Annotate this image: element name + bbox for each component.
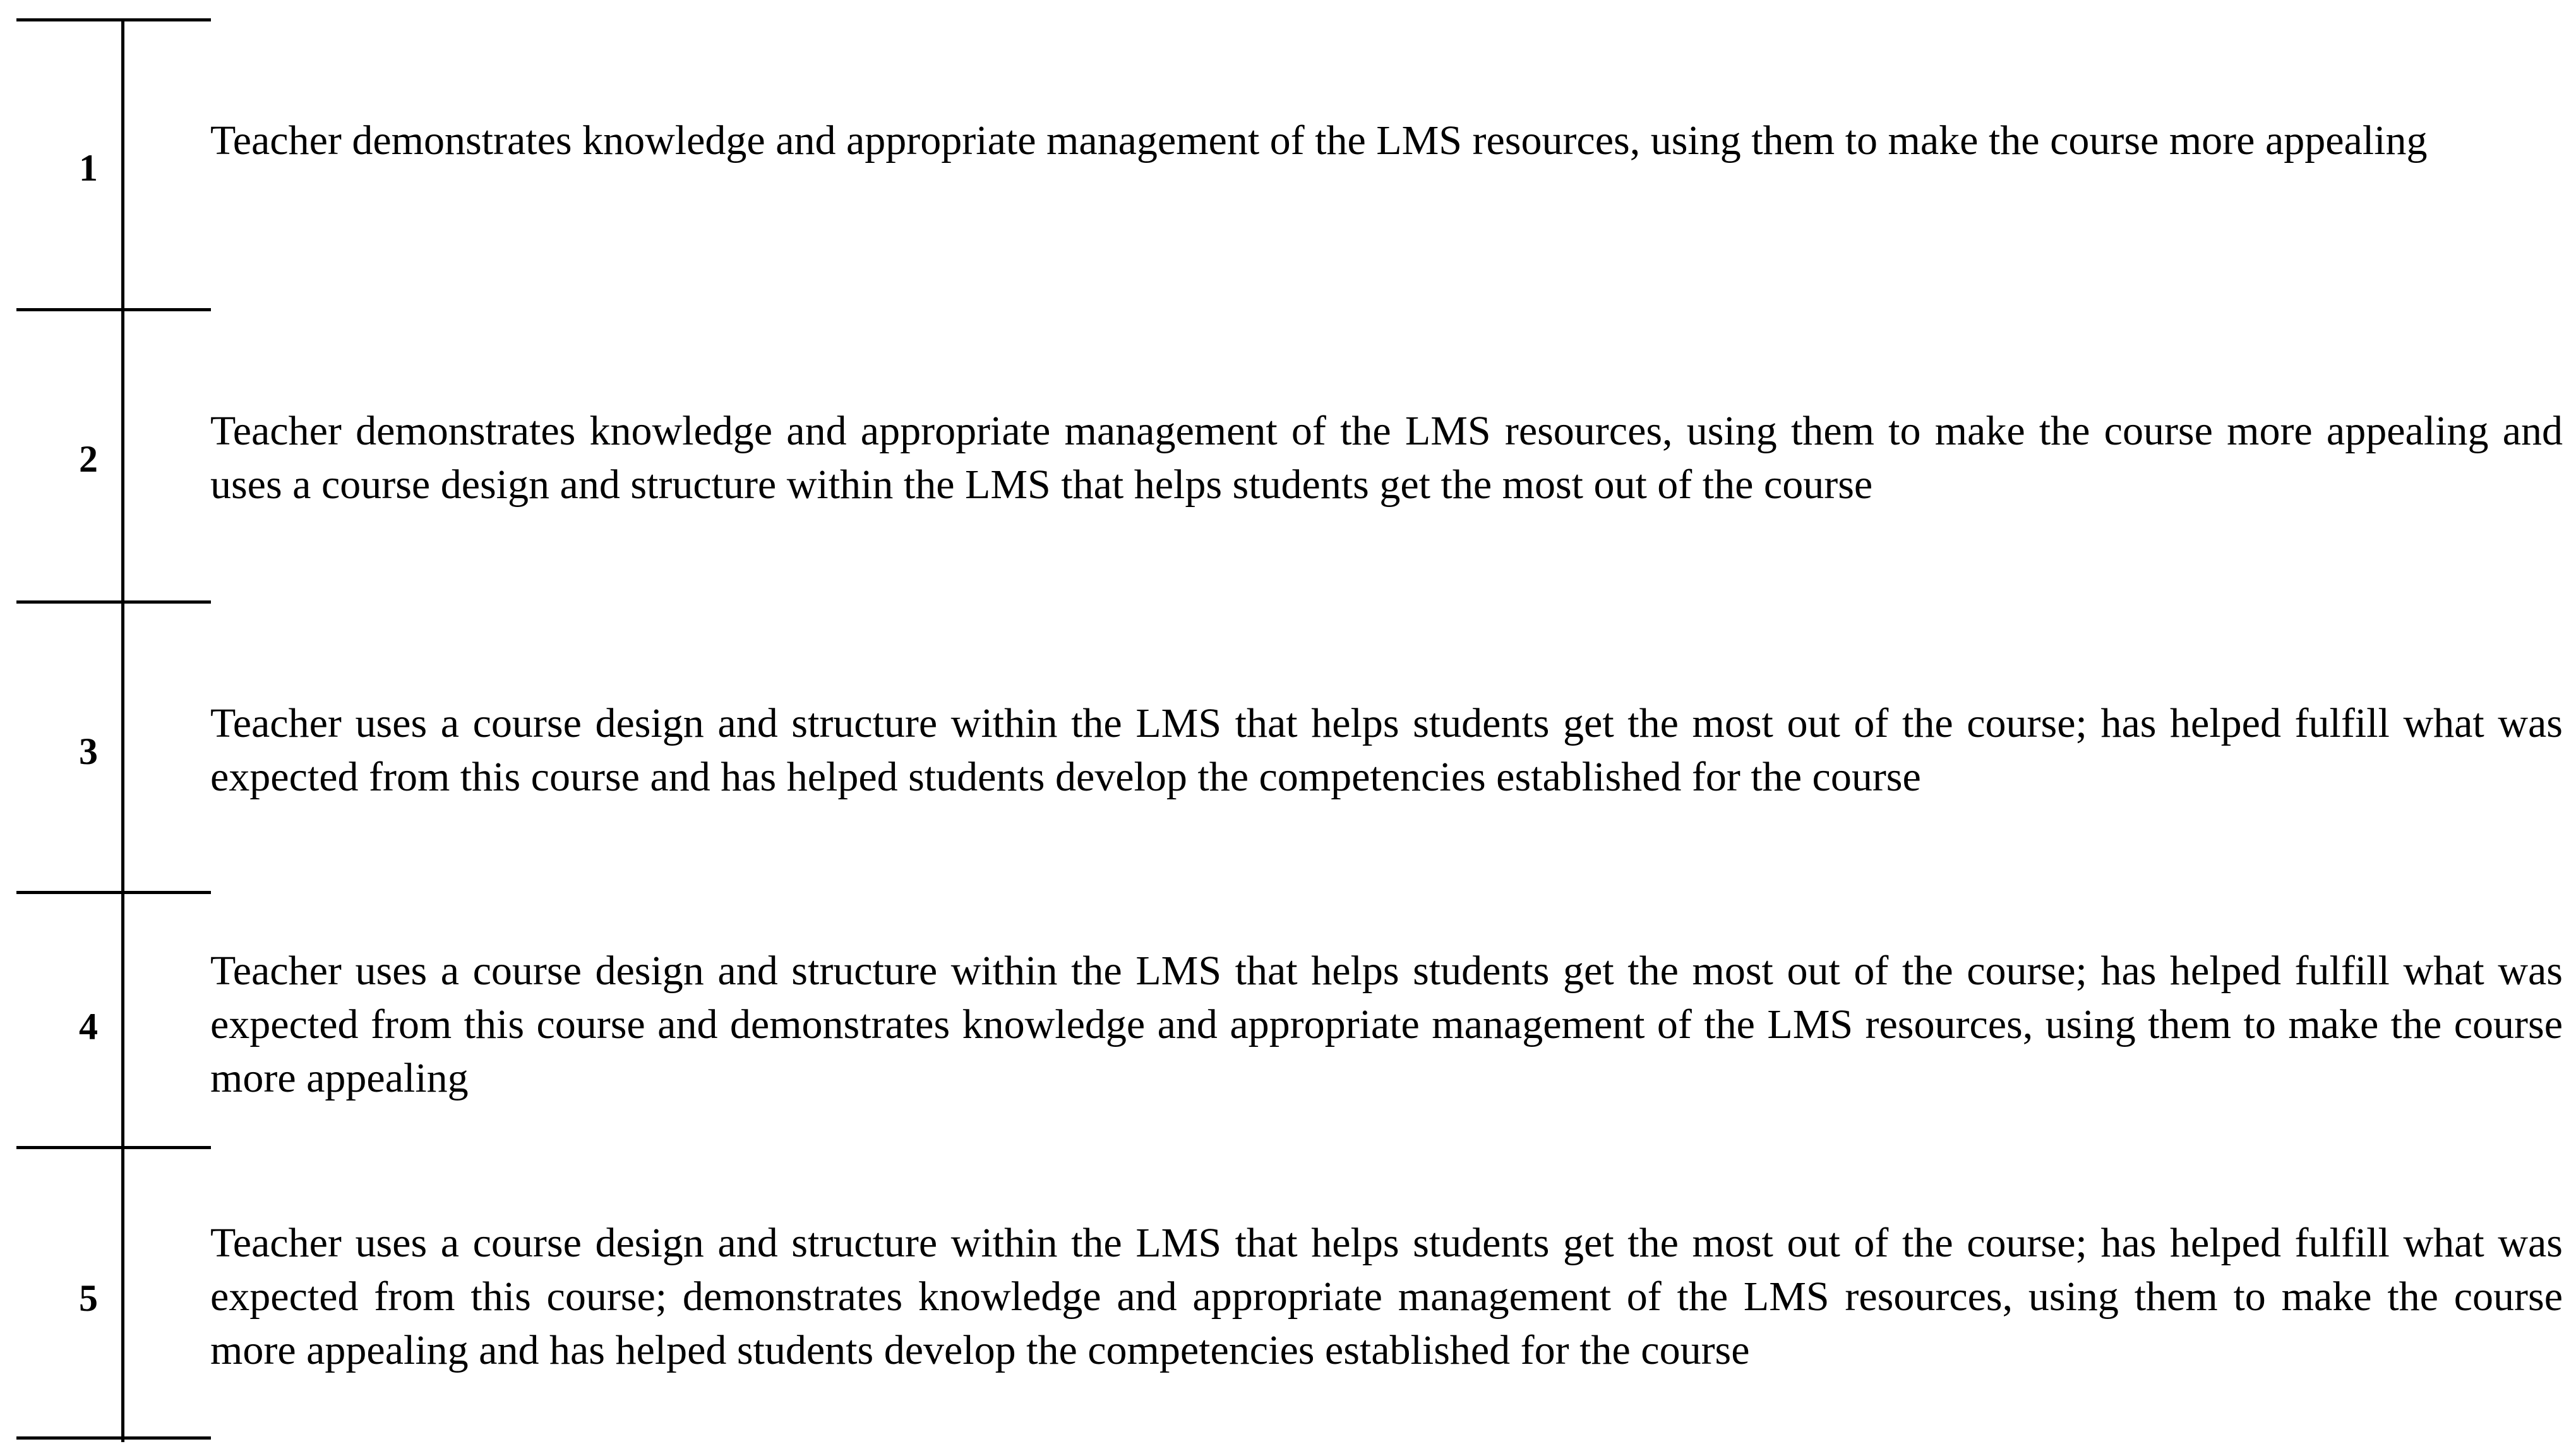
column-divider — [121, 20, 124, 1442]
level-description: Teacher uses a course design and structure within the LMS that helps students get the most out of the course; has helped fulfill what was expected from this course; demonstrates knowledge and appropriate management of the LMS resources, using them to make the course more appealing and has helped students develop the competencies established for the course — [210, 1220, 2563, 1373]
level-description: Teacher uses a course design and structure within the LMS that helps students get the most out of the course; has helped fulfill what was expected from this course and has helped students develop the competencies established for the course — [210, 700, 2563, 800]
row-rule — [16, 308, 211, 311]
row-rule-bottom — [16, 1436, 211, 1440]
level-description: Teacher uses a course design and structure within the LMS that helps students get the most out of the course; has helped fulfill what was expected from this course and demonstrates knowledge and appropriate management of the LMS resources, using them to make the course more appealing — [210, 948, 2563, 1101]
row-rule-top — [16, 18, 211, 21]
level-number: 4 — [79, 1006, 98, 1047]
row-rule — [16, 600, 211, 604]
level-description: Teacher demonstrates knowledge and appropriate management of the LMS resources, using them to make the course more appealing — [210, 117, 2428, 164]
level-description: Teacher demonstrates knowledge and appropriate management of the LMS resources, using them to make the course more appealing and uses a course design and structure within the LMS that helps students get the most out of the course — [210, 408, 2563, 508]
level-number: 5 — [79, 1277, 98, 1319]
level-number: 3 — [79, 731, 98, 772]
level-number: 1 — [79, 147, 98, 189]
level-number: 2 — [79, 438, 98, 480]
row-rule — [16, 891, 211, 894]
row-rule — [16, 1146, 211, 1149]
